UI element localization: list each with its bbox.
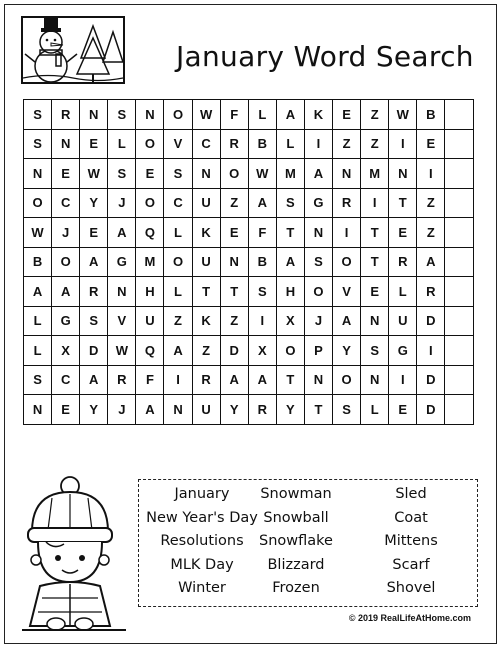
word-list-item: Snowflake: [259, 533, 333, 549]
grid-cell: A: [24, 277, 52, 307]
grid-cell: [445, 395, 473, 425]
grid-cell: O: [52, 248, 80, 278]
grid-cell: I: [305, 130, 333, 160]
grid-cell: Q: [136, 218, 164, 248]
grid-cell: [445, 189, 473, 219]
grid-cell: S: [24, 100, 52, 130]
grid-cell: Y: [80, 395, 108, 425]
grid-cell: N: [361, 307, 389, 337]
grid-cell: R: [333, 189, 361, 219]
grid-cell: J: [108, 395, 136, 425]
grid-cell: A: [277, 248, 305, 278]
grid-cell: U: [389, 307, 417, 337]
grid-cell: Q: [136, 336, 164, 366]
grid-cell: Y: [333, 336, 361, 366]
grid-cell: R: [80, 277, 108, 307]
grid-cell: T: [193, 277, 221, 307]
word-list-item: Scarf: [392, 556, 430, 573]
grid-cell: S: [277, 189, 305, 219]
grid-cell: X: [277, 307, 305, 337]
grid-cell: W: [80, 159, 108, 189]
grid-cell: [445, 130, 473, 160]
grid-cell: I: [417, 159, 445, 189]
grid-cell: M: [361, 159, 389, 189]
word-list-box: [138, 479, 478, 607]
word-list-item: Sled: [395, 486, 427, 502]
grid-cell: L: [277, 130, 305, 160]
grid-cell: H: [136, 277, 164, 307]
grid-cell: T: [389, 189, 417, 219]
grid-cell: T: [361, 248, 389, 278]
grid-cell: G: [52, 307, 80, 337]
grid-cell: H: [277, 277, 305, 307]
grid-cell: F: [221, 100, 249, 130]
grid-cell: A: [108, 218, 136, 248]
grid-cell: E: [389, 218, 417, 248]
grid-cell: C: [52, 366, 80, 396]
grid-cell: O: [24, 189, 52, 219]
grid-cell: Z: [333, 130, 361, 160]
grid-cell: B: [249, 248, 277, 278]
word-list-item: Snowman: [260, 486, 332, 502]
grid-cell: L: [24, 307, 52, 337]
grid-cell: J: [305, 307, 333, 337]
grid-cell: B: [417, 100, 445, 130]
grid-cell: N: [389, 159, 417, 189]
grid-cell: S: [164, 159, 192, 189]
grid-cell: E: [221, 218, 249, 248]
grid-cell: N: [108, 277, 136, 307]
grid-cell: U: [193, 189, 221, 219]
grid-cell: R: [193, 366, 221, 396]
grid-cell: L: [361, 395, 389, 425]
grid-cell: U: [136, 307, 164, 337]
grid-cell: T: [221, 277, 249, 307]
grid-cell: F: [249, 218, 277, 248]
word-list-item: January: [174, 486, 230, 502]
grid-cell: E: [80, 130, 108, 160]
grid-cell: [445, 336, 473, 366]
grid-cell: I: [389, 366, 417, 396]
grid-cell: B: [24, 248, 52, 278]
grid-cell: P: [305, 336, 333, 366]
grid-cell: L: [108, 130, 136, 160]
grid-cell: S: [24, 130, 52, 160]
copyright-text: © 2019 RealLifeAtHome.com: [348, 613, 471, 623]
grid-cell: E: [361, 277, 389, 307]
grid-cell: E: [52, 395, 80, 425]
grid-cell: L: [164, 218, 192, 248]
grid-cell: N: [24, 159, 52, 189]
word-list-item: Shovel: [386, 580, 436, 596]
grid-cell: S: [333, 395, 361, 425]
word-list-item: Snowball: [263, 509, 329, 526]
grid-cell: L: [389, 277, 417, 307]
grid-cell: Y: [80, 189, 108, 219]
grid-cell: Z: [164, 307, 192, 337]
grid-cell: [445, 277, 473, 307]
grid-cell: O: [305, 277, 333, 307]
grid-cell: E: [80, 218, 108, 248]
grid-cell: E: [333, 100, 361, 130]
grid-cell: D: [417, 307, 445, 337]
grid-cell: E: [52, 159, 80, 189]
grid-cell: V: [108, 307, 136, 337]
grid-cell: A: [221, 366, 249, 396]
word-list-item: Coat: [394, 509, 428, 526]
grid-cell: D: [417, 395, 445, 425]
grid-cell: S: [108, 159, 136, 189]
grid-cell: D: [221, 336, 249, 366]
grid-cell: I: [249, 307, 277, 337]
grid-cell: A: [249, 189, 277, 219]
grid-cell: O: [277, 336, 305, 366]
grid-cell: A: [305, 159, 333, 189]
grid-cell: K: [193, 307, 221, 337]
grid-cell: J: [108, 189, 136, 219]
grid-cell: K: [193, 218, 221, 248]
grid-cell: W: [389, 100, 417, 130]
grid-cell: W: [193, 100, 221, 130]
grid-cell: V: [333, 277, 361, 307]
grid-cell: S: [305, 248, 333, 278]
snowman-scene-illustration: [21, 16, 125, 84]
word-list-item: Mittens: [384, 533, 438, 549]
grid-cell: A: [249, 366, 277, 396]
grid-cell: [445, 366, 473, 396]
grid-cell: E: [136, 159, 164, 189]
grid-cell: A: [417, 248, 445, 278]
grid-cell: S: [361, 336, 389, 366]
grid-cell: T: [277, 366, 305, 396]
grid-cell: S: [249, 277, 277, 307]
grid-cell: [445, 100, 473, 130]
grid-cell: K: [305, 100, 333, 130]
grid-cell: N: [52, 130, 80, 160]
grid-cell: L: [24, 336, 52, 366]
grid-cell: O: [164, 100, 192, 130]
grid-cell: N: [333, 159, 361, 189]
grid-cell: C: [52, 189, 80, 219]
grid-cell: V: [164, 130, 192, 160]
snowman-icon: [23, 18, 123, 82]
grid-cell: N: [80, 100, 108, 130]
grid-cell: L: [164, 277, 192, 307]
grid-cell: C: [164, 189, 192, 219]
grid-cell: I: [361, 189, 389, 219]
grid-cell: X: [52, 336, 80, 366]
grid-cell: A: [80, 366, 108, 396]
word-list-item: Frozen: [272, 580, 320, 596]
grid-cell: N: [361, 366, 389, 396]
grid-cell: O: [333, 248, 361, 278]
grid-cell: W: [24, 218, 52, 248]
grid-cell: Z: [417, 218, 445, 248]
grid-cell: Z: [361, 100, 389, 130]
grid-cell: W: [249, 159, 277, 189]
grid-cell: F: [136, 366, 164, 396]
word-list-item: Winter: [178, 580, 226, 596]
grid-cell: A: [277, 100, 305, 130]
grid-cell: I: [164, 366, 192, 396]
grid-cell: S: [24, 366, 52, 396]
grid-cell: G: [305, 189, 333, 219]
grid-cell: [445, 159, 473, 189]
grid-cell: S: [108, 100, 136, 130]
grid-cell: M: [136, 248, 164, 278]
grid-cell: O: [136, 130, 164, 160]
grid-cell: R: [108, 366, 136, 396]
child-in-winter-hat-icon: [18, 474, 130, 634]
grid-cell: A: [136, 395, 164, 425]
grid-cell: R: [52, 100, 80, 130]
grid-cell: X: [249, 336, 277, 366]
grid-cell: O: [164, 248, 192, 278]
child-illustration: [18, 474, 130, 634]
grid-cell: I: [389, 130, 417, 160]
grid-cell: Y: [277, 395, 305, 425]
grid-cell: M: [277, 159, 305, 189]
grid-cell: W: [108, 336, 136, 366]
word-list-item: Resolutions: [160, 533, 244, 549]
grid-cell: A: [333, 307, 361, 337]
grid-cell: E: [389, 395, 417, 425]
grid-cell: N: [164, 395, 192, 425]
grid-cell: L: [249, 100, 277, 130]
word-list-item: MLK Day: [170, 556, 234, 573]
grid-cell: A: [164, 336, 192, 366]
grid-cell: G: [389, 336, 417, 366]
word-list-item: New Year's Day: [146, 509, 258, 526]
grid-cell: N: [305, 366, 333, 396]
grid-cell: T: [361, 218, 389, 248]
grid-cell: S: [80, 307, 108, 337]
grid-cell: [445, 248, 473, 278]
grid-cell: Z: [221, 189, 249, 219]
grid-cell: Z: [417, 189, 445, 219]
grid-cell: G: [108, 248, 136, 278]
page-title: January Word Search: [176, 40, 474, 73]
grid-cell: N: [24, 395, 52, 425]
grid-cell: [445, 218, 473, 248]
grid-cell: B: [249, 130, 277, 160]
grid-cell: I: [333, 218, 361, 248]
grid-cell: A: [80, 248, 108, 278]
grid-cell: U: [193, 248, 221, 278]
grid-cell: Z: [221, 307, 249, 337]
grid-cell: U: [193, 395, 221, 425]
grid-cell: D: [417, 366, 445, 396]
grid-cell: N: [305, 218, 333, 248]
grid-cell: [445, 307, 473, 337]
grid-cell: Z: [193, 336, 221, 366]
grid-cell: R: [249, 395, 277, 425]
grid-cell: Z: [361, 130, 389, 160]
grid-cell: R: [221, 130, 249, 160]
grid-cell: O: [136, 189, 164, 219]
word-list-item: Blizzard: [267, 556, 325, 573]
grid-cell: Y: [221, 395, 249, 425]
grid-cell: A: [52, 277, 80, 307]
grid-cell: N: [193, 159, 221, 189]
grid-cell: I: [417, 336, 445, 366]
grid-cell: D: [80, 336, 108, 366]
grid-cell: O: [333, 366, 361, 396]
grid-cell: N: [136, 100, 164, 130]
word-search-grid: [23, 99, 474, 425]
grid-cell: R: [389, 248, 417, 278]
grid-cell: N: [221, 248, 249, 278]
grid-cell: J: [52, 218, 80, 248]
grid-cell: C: [193, 130, 221, 160]
grid-cell: T: [277, 218, 305, 248]
grid-cell: E: [417, 130, 445, 160]
grid-cell: R: [417, 277, 445, 307]
grid-cell: O: [221, 159, 249, 189]
grid-cell: T: [305, 395, 333, 425]
